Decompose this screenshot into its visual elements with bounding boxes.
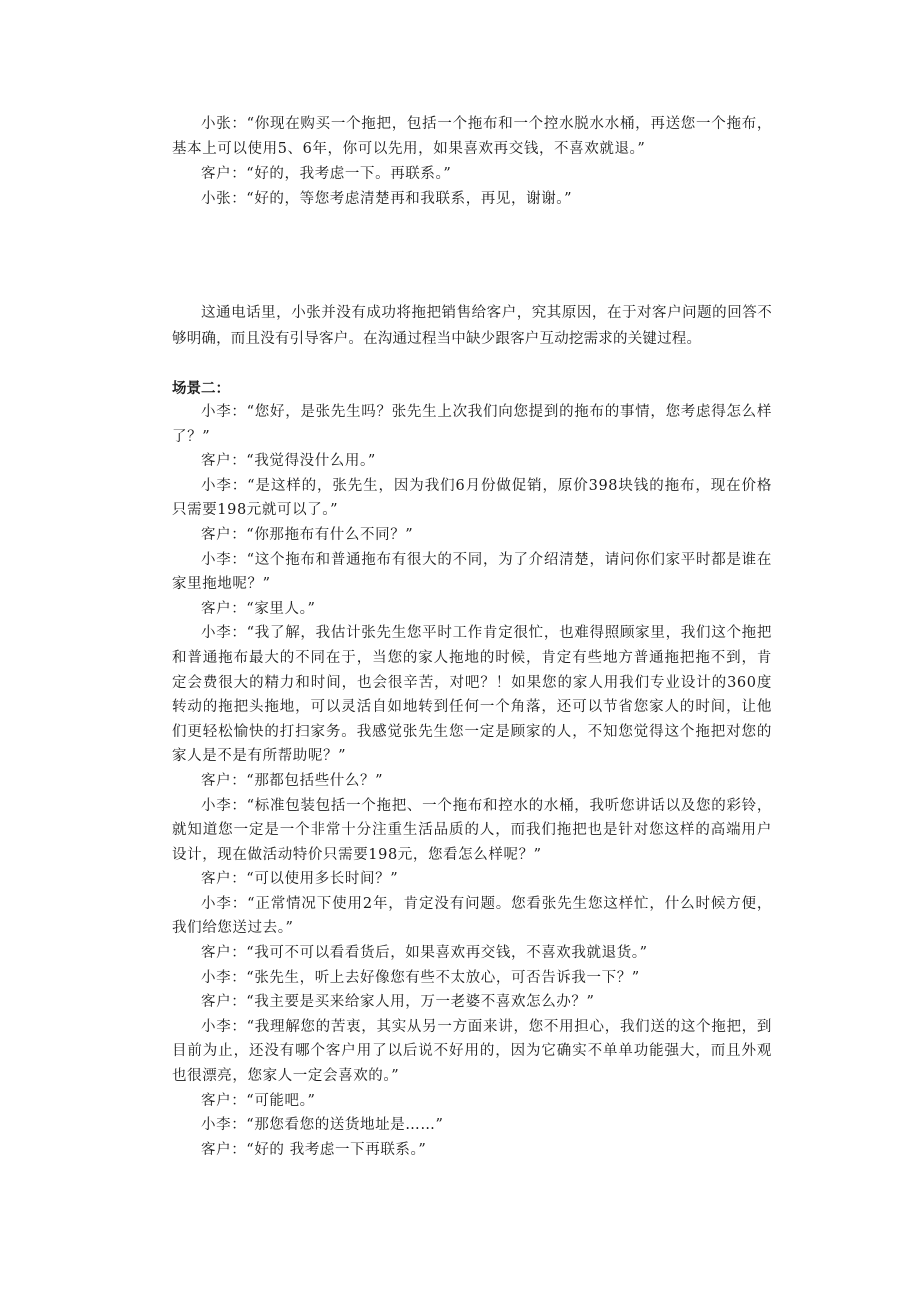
dialogue-line: 小李：“这个拖布和普通拖布有很大的不同，为了介绍清楚，请问你们家平时都是谁在家里拖地呢？” (172, 551, 772, 593)
dialogue-line: 小李：“我理解您的苦衷，其实从另一方面来讲，您不用担心，我们送的这个拖把，到目前为止，还没有哪个客户用了以后说不好用的，因为它确实不单单功能强大，而且外观也很漂亮，您家人一定会喜欢的。” (172, 1018, 772, 1085)
dialogue-line: 客户：“你那拖布有什么不同？” (201, 526, 414, 543)
scene2-heading: 场景二： (172, 381, 230, 397)
dialogue-line: 小李：“正常情况下使用2年，肯定没有问题。您看张先生您这样忙，什么时候方便，我们给您送过去。” (172, 895, 772, 937)
dialogue-line: 小李：“是这样的，张先生，因为我们6月份做促销，原价398块钱的拖布，现在价格只需要198元就可以了。” (172, 477, 772, 519)
dialogue-line: 客户：“家里人。” (201, 600, 316, 617)
dialogue-line: 客户：“那都包括些什么？” (201, 772, 384, 789)
summary-paragraph-block (172, 300, 772, 352)
dialogue-line: 小张：“好的，等您考虑清楚再和我联系，再见，谢谢。” (201, 191, 573, 207)
dialogue-line: 客户：“可能吧。” (201, 1092, 316, 1109)
dialogue-line: 小李：“那您看您的送货地址是……” (201, 1117, 444, 1134)
summary-paragraph: 这通电话里，小张并没有成功将拖把销售给客户，究其原因，在于对客户问题的回答不够明确，而且没有引导客户。在沟通过程当中缺少跟客户互动挖需求的关键过程。 (172, 305, 772, 347)
dialogue-line: 小李：“标准包装包括一个拖把、一个拖布和控水的水桶，我听您讲话以及您的彩铃，就知道您一定是一个非常十分注重生活品质的人，而我们拖把也是针对您这样的高端用户设计，现在做活动特价只需要198元，您看怎么样呢？” (172, 797, 772, 863)
dialogue-line: 客户：“好的，我考虑一下。再联系。” (201, 166, 452, 182)
dialogue-line: 客户：“我主要是买来给家人用，万一老婆不喜欢怎么办？” (201, 994, 595, 1011)
dialogue-line: 客户：“我可不可以看看货后，如果喜欢再交钱，不喜欢我就退货。” (201, 945, 648, 962)
dialogue-line: 客户：“好的 我考虑一下再联系。” (201, 1141, 427, 1158)
dialogue-line: 小李：“您好，是张先生吗？张先生上次我们向您提到的拖布的事情，您考虑得怎么样了？” (172, 404, 772, 445)
dialogue-line: 客户：“我觉得没什么用。” (201, 453, 376, 470)
dialogue-line: 小李：“张先生，听上去好像您有些不太放心，可否告诉我一下？” (201, 969, 640, 986)
scene1-dialogue (172, 112, 772, 212)
dialogue-line: 客户：“可以使用多长时间？” (201, 871, 399, 888)
scene2-dialogue (172, 400, 772, 1162)
dialogue-line: 小张：“你现在购买一个拖把，包括一个拖布和一个控水脱水水桶，再送您一个拖布，基本上可以使用5、6年，你可以先用，如果喜欢再交钱，不喜欢就退。” (172, 116, 772, 157)
dialogue-line: 小李：“我了解，我估计张先生您平时工作肯定很忙，也难得照顾家里，我们这个拖把和普通拖布最大的不同在于，当您的家人拖地的时候，肯定有些地方普通拖把拖不到，肯定会费很大的精力和时间，也会很辛苦，对吧？！如果您的家人用我们专业设计的360度转动的拖把头拖地，可以灵活自如地转到任何一个角落，还可以节省您家人的时间，让他们更轻松愉快的打扫家务。我感觉张先生您一定是顾家的人，不知您觉得这个拖把对您的家人是不是有所帮助呢？” (172, 625, 772, 765)
